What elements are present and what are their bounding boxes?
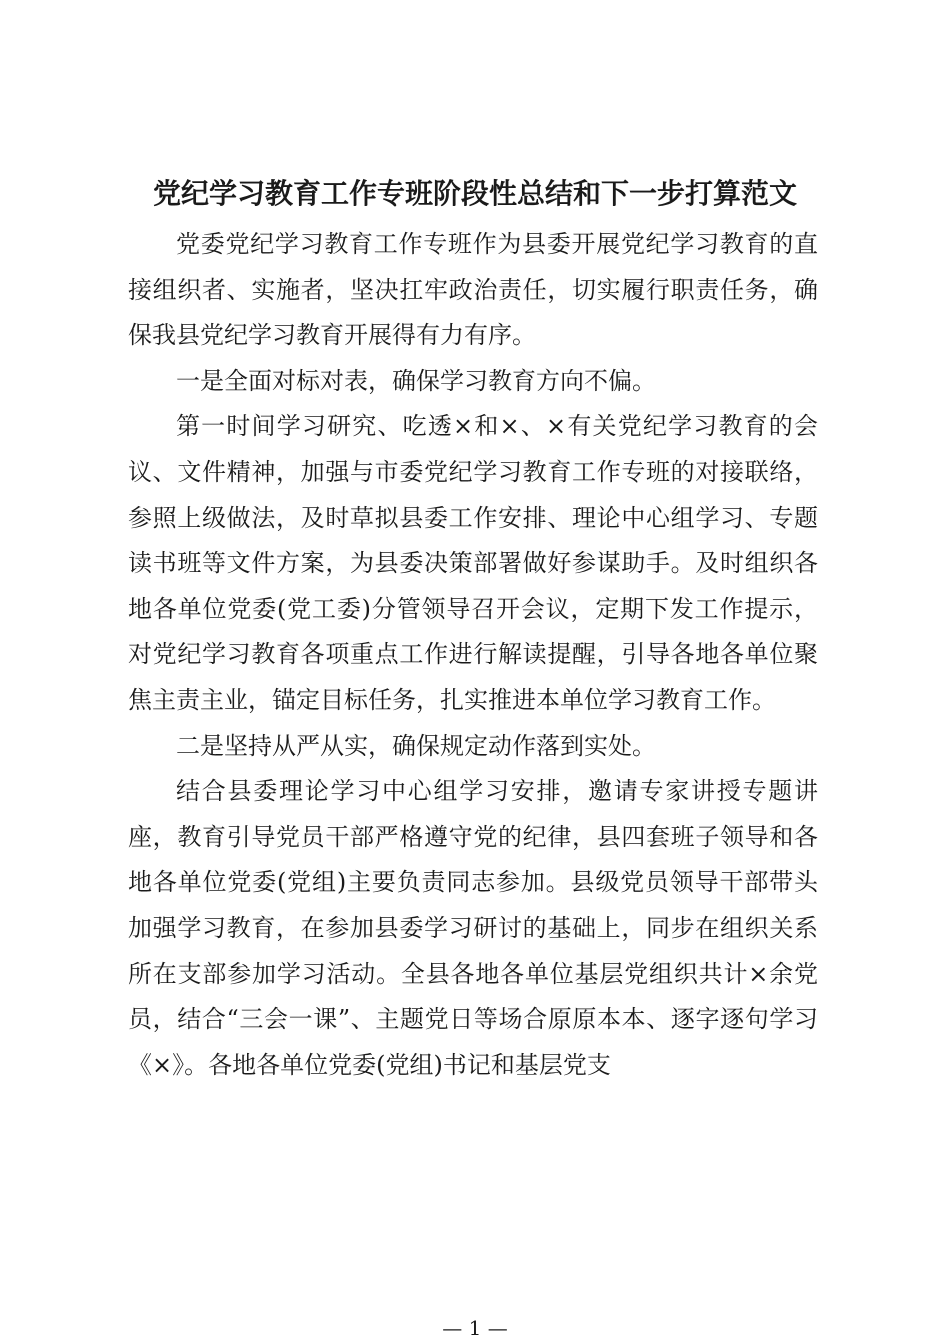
- paragraph-intro: 党委党纪学习教育工作专班作为县委开展党纪学习教育的直接组织者、实施者，坚决扛牢政治责任，切实履行职责任务，确保我县党纪学习教育开展得有力有序。: [128, 230, 818, 350]
- paragraph-heading-1: 一是全面对标对表，确保学习教育方向不偏。: [176, 366, 656, 395]
- paragraph-heading-2: 二是坚持从严从实，确保规定动作落到实处。: [176, 731, 656, 760]
- paragraph-body-1: 第一时间学习研究、吃透×和×、×有关党纪学习教育的会议、文件精神，加强与市委党纪学习教育工作专班的对接联络，参照上级做法，及时草拟县委工作安排、理论中心组学习、专题读书班等文件方案，为县委决策部署做好参谋助手。及时组织各地各单位党委(党工委)分管领导召开会议，定期下发工作提示，对党纪学习教育各项重点工作进行解读提醒，引导各地各单位聚焦主责主业，锚定目标任务，扎实推进本单位学习教育工作。: [128, 412, 818, 714]
- document-title: 党纪学习教育工作专班阶段性总结和下一步打算范文: [152, 177, 797, 210]
- page-number: — 1 —: [442, 1316, 508, 1340]
- document-body: [128, 222, 818, 1088]
- paragraph-body-2: 结合县委理论学习中心组学习安排，邀请专家讲授专题讲座，教育引导党员干部严格遵守党的纪律，县四套班子领导和各地各单位党委(党组)主要负责同志参加。县级党员领导干部带头加强学习教育，在参加县委学习研讨的基础上，同步在组织关系所在支部参加学习活动。全县各地各单位基层党组织共计×余党员，结合“三会一课”、主题党日等场合原原本本、逐字逐句学习《×》。各地各单位党委(党组)书记和基层党支: [128, 777, 818, 1079]
